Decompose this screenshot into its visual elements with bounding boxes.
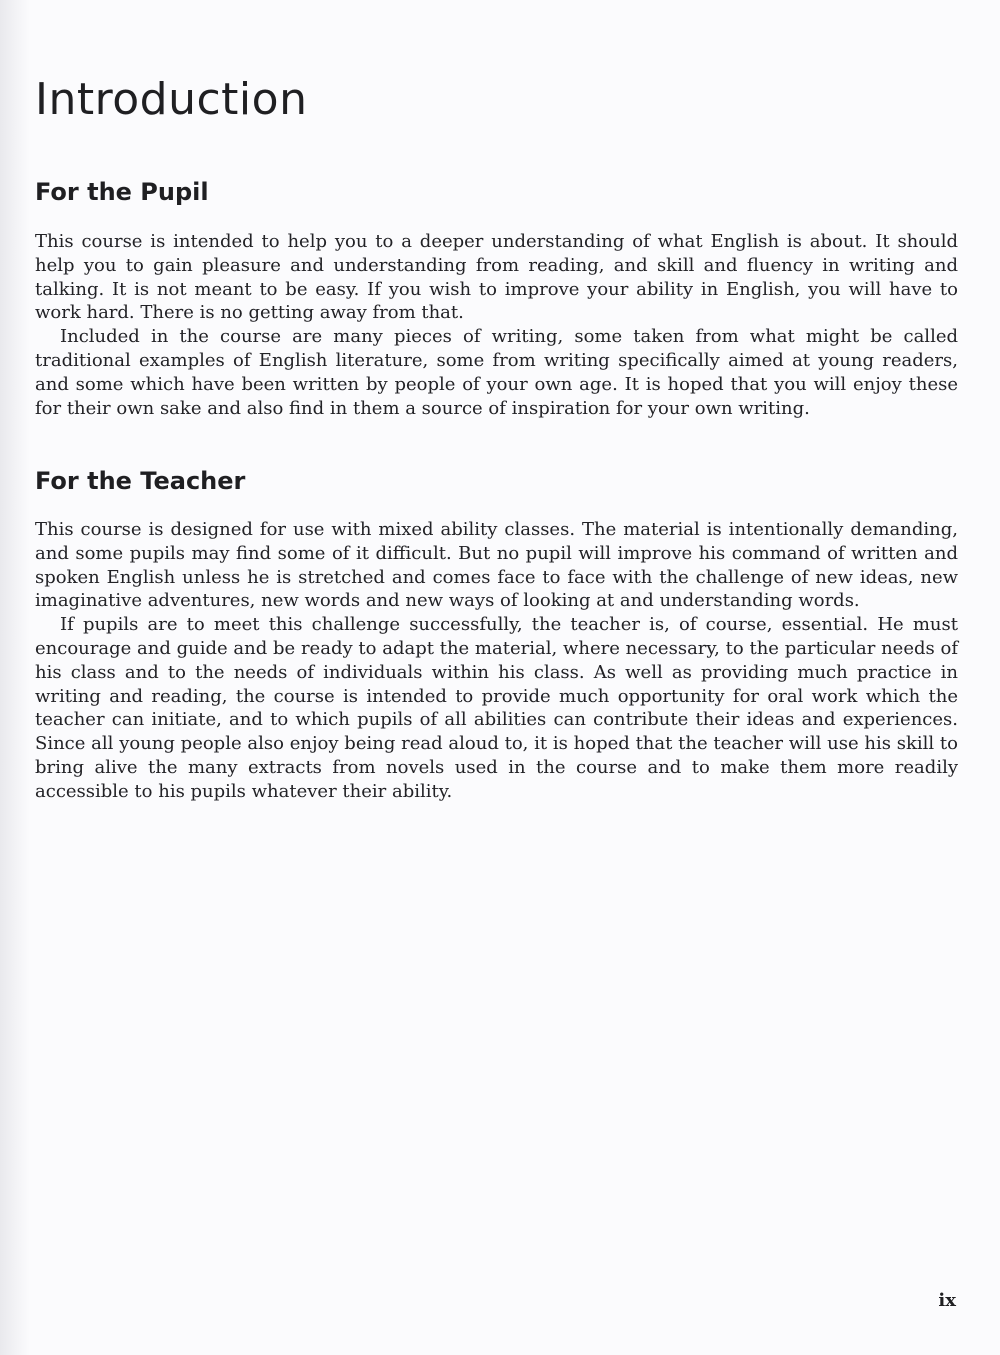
paragraph: If pupils are to meet this challenge successfully, the teacher is, of course, essential. He must encourage and guide and be ready to adapt the material, where necessary, to the particular needs of his class and to the needs of individuals within his class. As well as providing much practice in writing and reading, the course is intended to provide much opportunity for oral work which the teacher can initiate, and to which pupils of all abilities can contribute their ideas and experiences. Since all young people also enjoy being read aloud to, it is hoped that the teacher will use his skill to bring alive the many extracts from novels used in the course and to make them more readily accessible to his pupils whatever their ability. [35,614,958,802]
page-number: ix [938,1290,956,1311]
section-body-teacher [35,518,958,804]
paragraph: This course is designed for use with mixed ability classes. The material is intentionally demanding, and some pupils may find some of it difficult. But no pupil will improve his command of written and spoken English unless he is stretched and comes face to face with the challenge of new ideas, new imaginative adventures, new words and new ways of looking at and understanding words. [35,519,958,612]
page-edge-shadow [0,0,30,1355]
page-title: Introduction [35,74,308,125]
paragraph: This course is intended to help you to a deeper understanding of what English is about. It should help you to gain pleasure and understanding from reading, and skill and fluency in writing and talking. It is not meant to be easy. If you wish to improve your ability in English, you will have to work hard. There is no getting away from that. [35,231,958,324]
section-body-pupil [35,230,958,420]
section-heading-pupil: For the Pupil [35,178,209,206]
paragraph: Included in the course are many pieces of writing, some taken from what might be called traditional examples of English literature, some from writing specifically aimed at young readers, and some which have been written by people of your own age. It is hoped that you will enjoy these for their own sake and also find in them a source of inspiration for your own writing. [35,326,958,419]
section-heading-teacher: For the Teacher [35,467,246,495]
